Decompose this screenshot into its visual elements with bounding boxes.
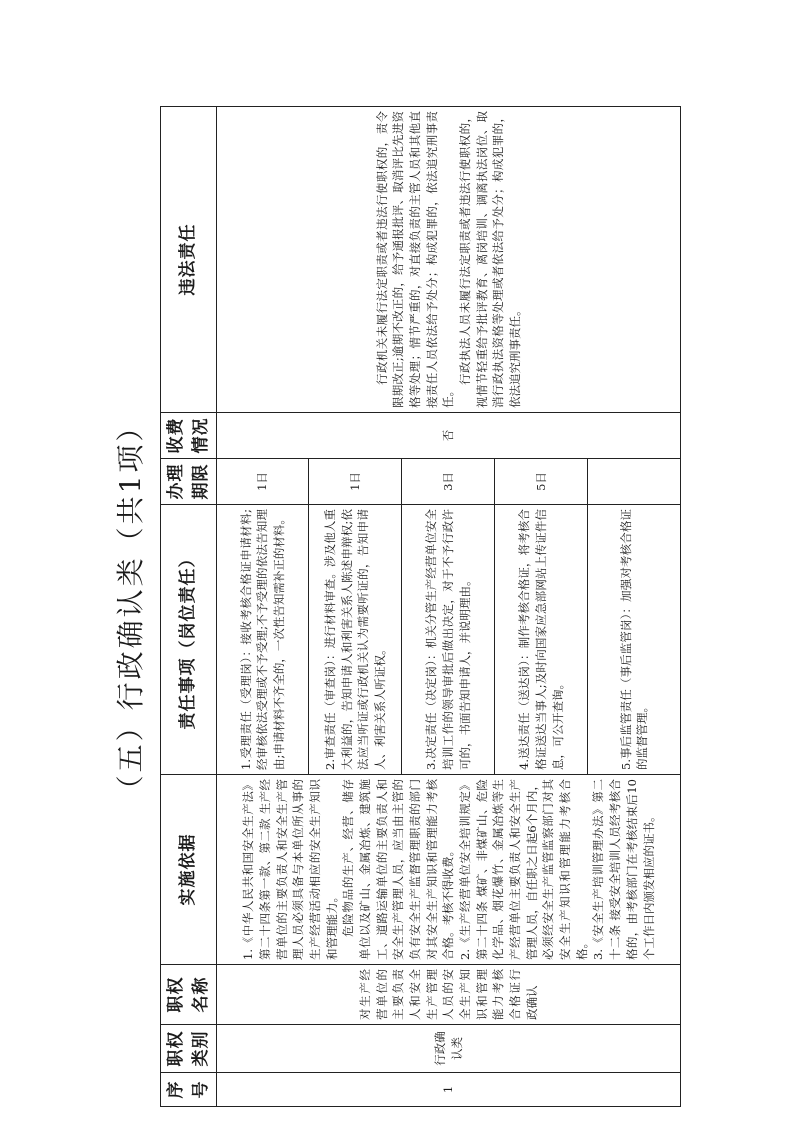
duty-limit: 1日 [217, 459, 309, 505]
col-header-duties: 责任事项（岗位责任） [161, 505, 217, 775]
liability-paragraph: 行政执法人员未履行法定职责或者违法行使职权的，视情节轻重给予批评教育、离岗培训、调离执法岗位、取消行政执法资格等处理或者依法给予处分；构成犯罪的，依法追究刑事责任。 [458, 111, 523, 408]
basis-paragraph: 1.《中华人民共和国安全生产法》第二十四条第一款、第二款 生产经营单位的主要负责人和安全生产管理人员必须具备与本单位所从事的生产经营活动相应的安全生产知识和管理能力。 [241, 779, 339, 960]
duty-limit: 5日 [495, 459, 588, 505]
duty-item: 1.受理责任（受理岗）：接收考核合格证申请材料;经审核依法受理或不予受理;不予受理的依法告知理由;申请材料不齐全的，一次性告知需补正的材料。 [217, 505, 309, 775]
col-header-basis: 实施依据 [161, 775, 217, 965]
responsibility-table [160, 106, 681, 1107]
basis-paragraph: 3.《安全生产培训管理办法》第二十二条 接受安全培训人员经考核合格的，由考核部门在考核结束后10个工作日内颁发相应的证书。 [591, 779, 656, 960]
basis-paragraph: 危险物品的生产、经营、储存单位以及矿山、金属冶炼、建筑施工、道路运输单位的主要负责人和安全生产管理人员，应当由主管的负有安全生产监督管理职责的部门对其安全生产知识和管理能力考核合格。考核不得收费。 [341, 779, 456, 960]
col-header-index: 序号 [161, 1073, 217, 1107]
duty-item: 5.事后监管责任（事后监管岗）：加强对考核合格证的监督管理。 [588, 505, 681, 775]
table-row [217, 107, 309, 1107]
row-index: 1 [217, 1073, 681, 1107]
row-category: 行政确认类 [217, 1025, 681, 1073]
row-liability [217, 107, 681, 413]
duty-limit: 3日 [402, 459, 495, 505]
col-header-liability: 违法责任 [161, 107, 217, 413]
duty-item: 3.决定责任（决定岗）：机关分管生产经营单位安全培训工作的领导审批后做出决定，对于不予行政许可的，书面告知申请人，并说明理由。 [402, 505, 495, 775]
duty-item: 2.审查责任（审查岗）：进行材料审查。涉及他人重大利益的，告知申请人和利害关系人陈述申辩权;依法应当听证或行政机关认为需要听证的，告知申请人、利害关系人听证权。 [309, 505, 402, 775]
duty-limit: 1日 [309, 459, 402, 505]
row-name: 对生产经营单位的主要负责人和安全生产管理人员的安全生产知识和管理能力考核合格证行政确认 [217, 965, 681, 1025]
document-page [110, 107, 780, 1107]
duty-item: 4.送达责任（送达岗）：制作考核合格证，将考核合格证送达当事人;及时向国家应急部网站上传证件信息，可公开查询。 [495, 505, 588, 775]
col-header-limit: 办理期限 [161, 459, 217, 505]
table-header-row [161, 107, 217, 1107]
col-header-fee: 收费情况 [161, 413, 217, 459]
col-header-category: 职权类别 [161, 1025, 217, 1073]
page-title: （五）行政确认类（共1项） [114, 410, 147, 804]
liability-paragraph: 行政机关未履行法定职责或者违法行使职权的，责令限期改正;逾期不改正的，给予通报批评、取消评比先进资格等处理；情节严重的，对直接负责的主管人员和其他直接责任人员依法给予处分；构成犯罪的，依法追究刑事责任。 [374, 111, 456, 408]
row-fee: 否 [217, 413, 681, 459]
basis-paragraph: 2.《生产经营单位安全培训规定》第二十四条 煤矿、非煤矿山、危险化学品、烟花爆竹、金属冶炼等生产经营单位主要负责人和安全生产管理人员，自任职之日起6个月内，必须经安全生产监管监察部门对其安全生产知识和管理能力考核合格。 [458, 779, 589, 960]
duty-limit [588, 459, 681, 505]
col-header-name: 职权名称 [161, 965, 217, 1025]
row-basis [217, 775, 681, 965]
